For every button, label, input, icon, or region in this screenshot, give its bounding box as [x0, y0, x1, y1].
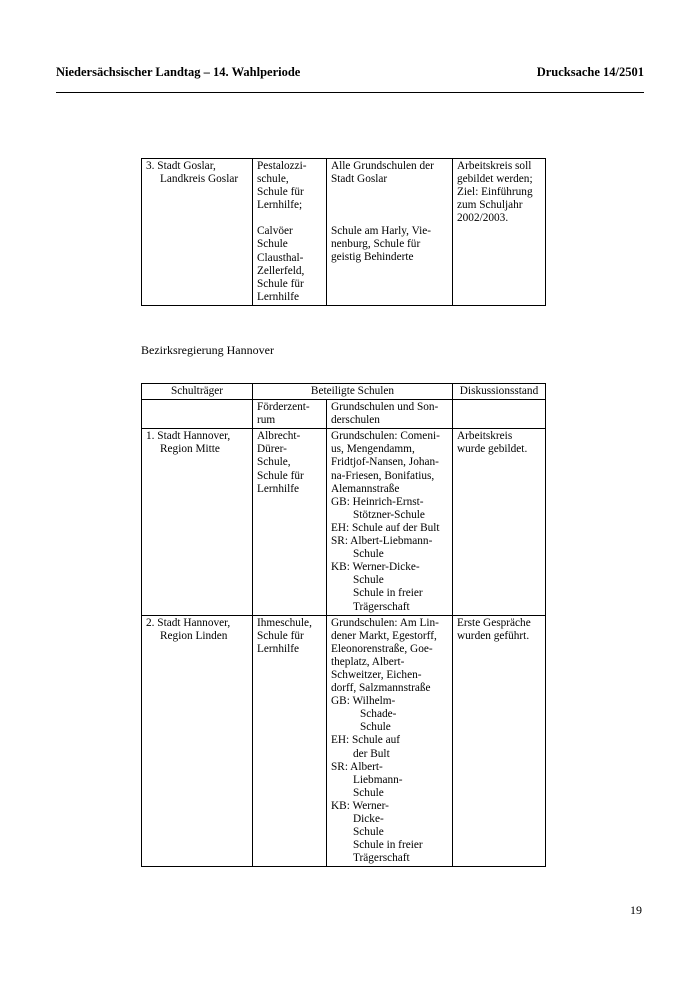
- cell-line: Schule für: [257, 277, 304, 290]
- cell-line: Schule: [257, 238, 288, 251]
- cell-line: Fridtjof-Nansen, Johan-: [331, 456, 439, 469]
- cell-line: Grundschulen: Comeni-: [331, 430, 440, 443]
- cell-line: Schule: [353, 786, 384, 799]
- cell-line: Lernhilfe;: [257, 199, 303, 212]
- cell-line: Calvöer: [257, 225, 293, 238]
- table-cell: [327, 159, 453, 306]
- column-header-schultraeger: Schulträger: [142, 384, 253, 400]
- table-cell: [453, 615, 546, 867]
- cell-line: Eleonorenstraße, Goe-: [331, 642, 433, 655]
- cell-line: na-Friesen, Bonifatius,: [331, 469, 435, 482]
- cell-line: GB: Heinrich-Ernst-: [331, 495, 424, 508]
- cell-line: wurden geführt.: [457, 629, 530, 642]
- cell-line: Alemannstraße: [331, 482, 400, 495]
- cell-line: der Bult: [353, 747, 390, 760]
- cell-line: Region Mitte: [160, 443, 220, 456]
- cell-line: Arbeitskreis: [457, 430, 513, 443]
- cell-line: Schade-: [360, 708, 397, 721]
- cell-line: Schweitzer, Eichen-: [331, 668, 422, 681]
- cell-line: Schule: [353, 574, 384, 587]
- cell-line: Schule am Harly, Vie-: [331, 225, 432, 238]
- cell-line: geistig Behinderte: [331, 251, 414, 264]
- cell-line: Ziel: Einführung: [457, 186, 533, 199]
- table-cell: [142, 615, 253, 867]
- header-document-number: Drucksache 14/2501: [536, 65, 644, 79]
- cell-line: theplatz, Albert-: [331, 655, 405, 668]
- table-row: [142, 429, 546, 615]
- cell-line: schule,: [257, 173, 289, 186]
- cell-line: us, Mengendamm,: [331, 443, 415, 456]
- subheader-grundschulen: [327, 400, 453, 429]
- goslar-table: [141, 158, 546, 306]
- cell-line: Albrecht-: [257, 430, 301, 443]
- table-cell: [327, 615, 453, 867]
- cell-line: 2002/2003.: [457, 212, 509, 225]
- table-cell: [327, 429, 453, 615]
- page-number: 19: [630, 903, 642, 917]
- cell-line: Alle Grundschulen der: [331, 160, 434, 172]
- cell-line: Lernhilfe: [257, 482, 300, 495]
- cell-line: EH: Schule auf: [331, 734, 401, 747]
- cell-line: Zellerfeld,: [257, 264, 305, 277]
- cell-line: Schule,: [257, 456, 291, 469]
- cell-line: Schule: [360, 721, 391, 734]
- cell-line: Trägerschaft: [353, 852, 410, 865]
- hannover-table: [141, 383, 546, 867]
- cell-line: gebildet werden;: [457, 173, 533, 186]
- cell-line: Schule: [353, 826, 384, 839]
- cell-line: Schule für: [257, 469, 304, 482]
- cell-line: Förderzent-: [257, 401, 310, 414]
- column-header-beteiligte-schulen: Beteiligte Schulen: [253, 384, 453, 400]
- cell-line: Erste Gespräche: [457, 616, 531, 629]
- header-divider: [56, 92, 644, 93]
- cell-line: Region Linden: [160, 629, 228, 642]
- cell-line: Schule in freier: [353, 587, 423, 600]
- cell-line: Trägerschaft: [353, 600, 410, 613]
- section-title: Bezirksregierung Hannover: [141, 343, 274, 357]
- table-row: [142, 615, 546, 867]
- table-cell: [253, 429, 327, 615]
- cell-line: 3. Stadt Goslar,: [146, 160, 216, 172]
- cell-line: Schule für: [257, 186, 304, 199]
- table-cell: [453, 400, 546, 429]
- cell-line: Liebmann-: [353, 773, 403, 786]
- header-title: Niedersächsischer Landtag – 14. Wahlperiode: [56, 65, 301, 79]
- table-subheader-row: [142, 400, 546, 429]
- subheader-foerderzentrum: [253, 400, 327, 429]
- cell-line: derschulen: [331, 414, 380, 427]
- cell-line: SR: Albert-Liebmann-: [331, 535, 433, 548]
- table-row: [142, 159, 546, 306]
- table-cell: [253, 615, 327, 867]
- cell-line: Dicke-: [353, 813, 384, 825]
- cell-line: Lernhilfe: [257, 642, 300, 655]
- cell-line: zum Schuljahr: [457, 199, 523, 212]
- cell-spacer: [331, 199, 448, 212]
- cell-line: KB: Werner-Dicke-: [331, 561, 420, 574]
- cell-line: GB: Wilhelm-: [331, 695, 396, 708]
- cell-line: Stötzner-Schule: [353, 508, 425, 521]
- cell-line: Schule für: [257, 629, 304, 642]
- cell-line: wurde gebildet.: [457, 443, 528, 456]
- cell-line: Pestalozzi-: [257, 160, 307, 172]
- cell-line: 2. Stadt Hannover,: [146, 616, 231, 629]
- cell-line: Grundschulen und Son-: [331, 401, 439, 414]
- table-cell: [453, 429, 546, 615]
- column-header-diskussionsstand: Diskussionsstand: [453, 384, 546, 400]
- cell-spacer: [331, 212, 448, 225]
- cell-line: EH: Schule auf der Bult: [331, 521, 440, 534]
- table-header-row: [142, 384, 546, 400]
- cell-line: Schule in freier: [353, 839, 423, 852]
- table-cell: [142, 159, 253, 306]
- cell-line: Dürer-: [257, 443, 287, 456]
- cell-line: dener Markt, Egestorff,: [331, 629, 437, 642]
- table-cell: [142, 429, 253, 615]
- cell-line: Clausthal-: [257, 251, 304, 264]
- cell-line: Stadt Goslar: [331, 173, 388, 186]
- cell-spacer: [257, 212, 322, 225]
- cell-line: Schule: [353, 548, 384, 561]
- table-cell: [453, 159, 546, 306]
- cell-line: KB: Werner-: [331, 799, 389, 812]
- cell-line: Landkreis Goslar: [160, 173, 239, 186]
- cell-spacer: [331, 186, 448, 199]
- cell-line: 1. Stadt Hannover,: [146, 430, 231, 443]
- cell-line: dorff, Salzmannstraße: [331, 682, 431, 695]
- cell-line: Grundschulen: Am Lin-: [331, 616, 439, 629]
- cell-line: Arbeitskreis soll: [457, 160, 532, 172]
- cell-line: Ihmeschule,: [257, 616, 312, 629]
- cell-line: rum: [257, 414, 276, 427]
- table-cell: [142, 400, 253, 429]
- cell-line: nenburg, Schule für: [331, 238, 421, 251]
- table-cell: [253, 159, 327, 306]
- cell-line: Lernhilfe: [257, 290, 300, 303]
- cell-line: SR: Albert-: [331, 760, 383, 773]
